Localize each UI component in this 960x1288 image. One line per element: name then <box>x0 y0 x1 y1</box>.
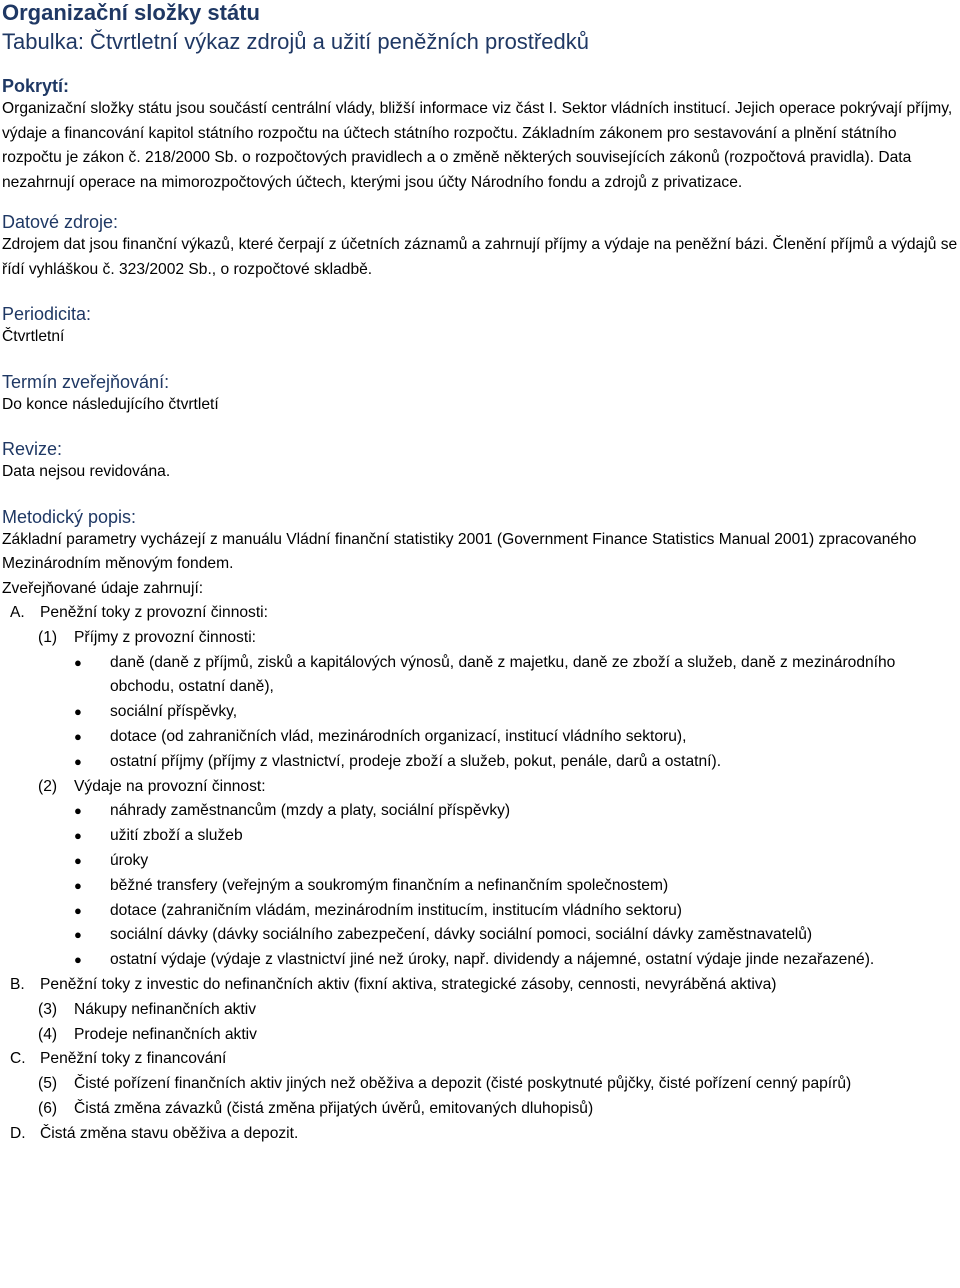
list-item-3 <box>2 998 958 1023</box>
bullet-text: dotace (od zahraničních vlád, mezinárodních organizací, institucí vládního sektoru), <box>110 727 687 745</box>
list-item-c <box>2 1047 958 1072</box>
list-item-5 <box>2 1072 958 1097</box>
methodology-heading: Metodický popis: <box>2 506 137 527</box>
bullet-icon: ● <box>74 902 82 918</box>
list-item-text: Prodeje nefinančních aktiv <box>74 1025 257 1043</box>
bullet-item <box>2 948 958 973</box>
bullet-item <box>2 849 958 874</box>
bullet-text: náhrady zaměstnancům (mzdy a platy, sociální příspěvky) <box>110 802 511 820</box>
bullet-icon: ● <box>74 753 82 769</box>
list-item-b <box>2 973 958 998</box>
bullet-icon: ● <box>74 877 82 893</box>
bullet-text: sociální dávky (dávky sociálního zabezpečení, dávky sociální pomoci, sociální dávky zaměstnavatelů) <box>110 926 813 944</box>
bullet-text: běžné transfery (veřejným a soukromým finančním a nefinančním společnostem) <box>110 876 669 894</box>
list-item-d <box>2 1122 958 1147</box>
list-marker: C. <box>10 1050 26 1068</box>
list-item-text: Příjmy z provozní činnosti: <box>74 628 256 646</box>
bullet-text: úroky <box>110 851 149 869</box>
bullet-icon: ● <box>74 728 82 744</box>
bullet-text: dotace (zahraničním vládám, mezinárodním institucím, institucím vládního sektoru) <box>110 901 683 919</box>
bullet-item <box>2 874 958 899</box>
list-item-text: Čistá změna stavu oběživa a depozit. <box>40 1124 299 1142</box>
bullet-icon: ● <box>74 803 82 819</box>
list-item-2 <box>2 775 958 800</box>
list-item-text: Peněžní toky z investic do nefinančních aktiv (fixní aktiva, strategické zásoby, cennosti, nevyráběná aktiva) <box>40 975 777 993</box>
release-text: Do konce následujícího čtvrtletí <box>2 395 219 413</box>
list-item-4 <box>2 1023 958 1048</box>
page-title: Organizační složky státu <box>2 0 260 25</box>
bullet-item <box>2 899 958 924</box>
bullet-icon: ● <box>74 828 82 844</box>
bullet-item <box>2 725 958 750</box>
list-marker: (5) <box>38 1075 58 1093</box>
bullet-icon: ● <box>74 952 82 968</box>
methodology-includes: Zveřejňované údaje zahrnují: <box>2 579 204 597</box>
list-marker: A. <box>10 604 25 621</box>
list-item-text: Čisté pořízení finančních aktiv jiných než oběživa a depozit (čisté poskytnuté půjčky, čisté pořízení cenný papírů) <box>74 1075 852 1093</box>
data-sources-heading: Datové zdroje: <box>2 212 119 232</box>
list-item-text: Peněžní toky z financování <box>40 1050 227 1068</box>
bullet-text: užití zboží a služeb <box>110 827 243 845</box>
coverage-text: Organizační složky státu jsou součástí centrální vlády, bližší informace viz část I. Sektor vládních institucí. Jejich operace pokrývají příjmy, výdaje a financování kapitol státního rozpočtu na účtech státního rozpočtu. Základním zákonem pro sestavování a plnění státního rozpočtu je zákon č. 218/2000 Sb. o rozpočtových pravidlech a o změně některých souvisejících zákonů (rozpočtová pravidla). Data nezahrnují operace na mimorozpočtových účtech, kterými jsou účty Národního fondu a zdrojů z privatizace. <box>2 100 953 191</box>
bullet-item <box>2 750 958 775</box>
bullet-item <box>2 824 958 849</box>
bullet-text: daně (daně z příjmů, zisků a kapitálových výnosů, daně z majetku, daně ze zboží a služeb, daně z mezinárodního obchodu, ostatní daně), <box>110 653 896 696</box>
bullet-item <box>2 700 958 725</box>
page-subtitle: Tabulka: Čtvrtletní výkaz zdrojů a užití peněžních prostředků <box>2 29 589 54</box>
revision-text: Data nejsou revidována. <box>2 463 171 480</box>
revision-heading: Revize: <box>2 439 63 459</box>
bullet-icon: ● <box>74 654 82 670</box>
bullet-icon: ● <box>74 704 82 720</box>
list-item-a <box>2 601 958 626</box>
bullet-text: ostatní příjmy (příjmy z vlastnictví, prodeje zboží a služeb, pokut, penále, darů a ostatní). <box>110 752 722 770</box>
bullet-item <box>2 651 958 701</box>
list-marker: B. <box>10 975 25 993</box>
release-heading: Termín zveřejňování: <box>2 371 170 392</box>
methodology-intro: Základní parametry vycházejí z manuálu Vládní finanční statistiky 2001 (Government Finance Statistics Manual 2001) zpracovaného Mezinárodním měnovým fondem. <box>2 530 917 572</box>
bullet-item <box>2 923 958 948</box>
list-marker: (4) <box>38 1025 58 1043</box>
list-marker: (3) <box>38 1000 58 1018</box>
bullet-text: ostatní výdaje (výdaje z vlastnictví jiné než úroky, např. dividendy a nájemné, ostatní výdaje jinde nezařazené). <box>110 951 875 969</box>
list-item-1 <box>2 626 958 651</box>
coverage-heading: Pokrytí: <box>2 76 70 96</box>
list-item-text: Čistá změna závazků (čistá změna přijatých úvěrů, emitovaných dluhopisů) <box>74 1099 594 1117</box>
bullet-item <box>2 799 958 824</box>
list-marker: (1) <box>38 628 58 646</box>
data-sources-text: Zdrojem dat jsou finanční výkazů, které čerpají z účetních záznamů a zahrnují příjmy a výdaje na peněžní bázi. Členění příjmů a výdajů se řídí vyhláškou č. 323/2002 Sb., o rozpočtové skladbě. <box>2 236 958 278</box>
list-item-text: Výdaje na provozní činnost: <box>74 777 266 795</box>
list-marker: (6) <box>38 1099 58 1117</box>
bullet-icon: ● <box>74 927 82 943</box>
list-item-text: Nákupy nefinančních aktiv <box>74 1000 257 1018</box>
periodicity-heading: Periodicita: <box>2 304 92 324</box>
bullet-icon: ● <box>74 852 82 868</box>
bullet-text: sociální příspěvky, <box>110 703 238 721</box>
periodicity-text: Čtvrtletní <box>2 328 65 345</box>
list-marker: D. <box>10 1124 26 1142</box>
list-marker: (2) <box>38 777 58 795</box>
list-item-6 <box>2 1097 958 1122</box>
list-item-text: Peněžní toky z provozní činnosti: <box>40 604 268 621</box>
